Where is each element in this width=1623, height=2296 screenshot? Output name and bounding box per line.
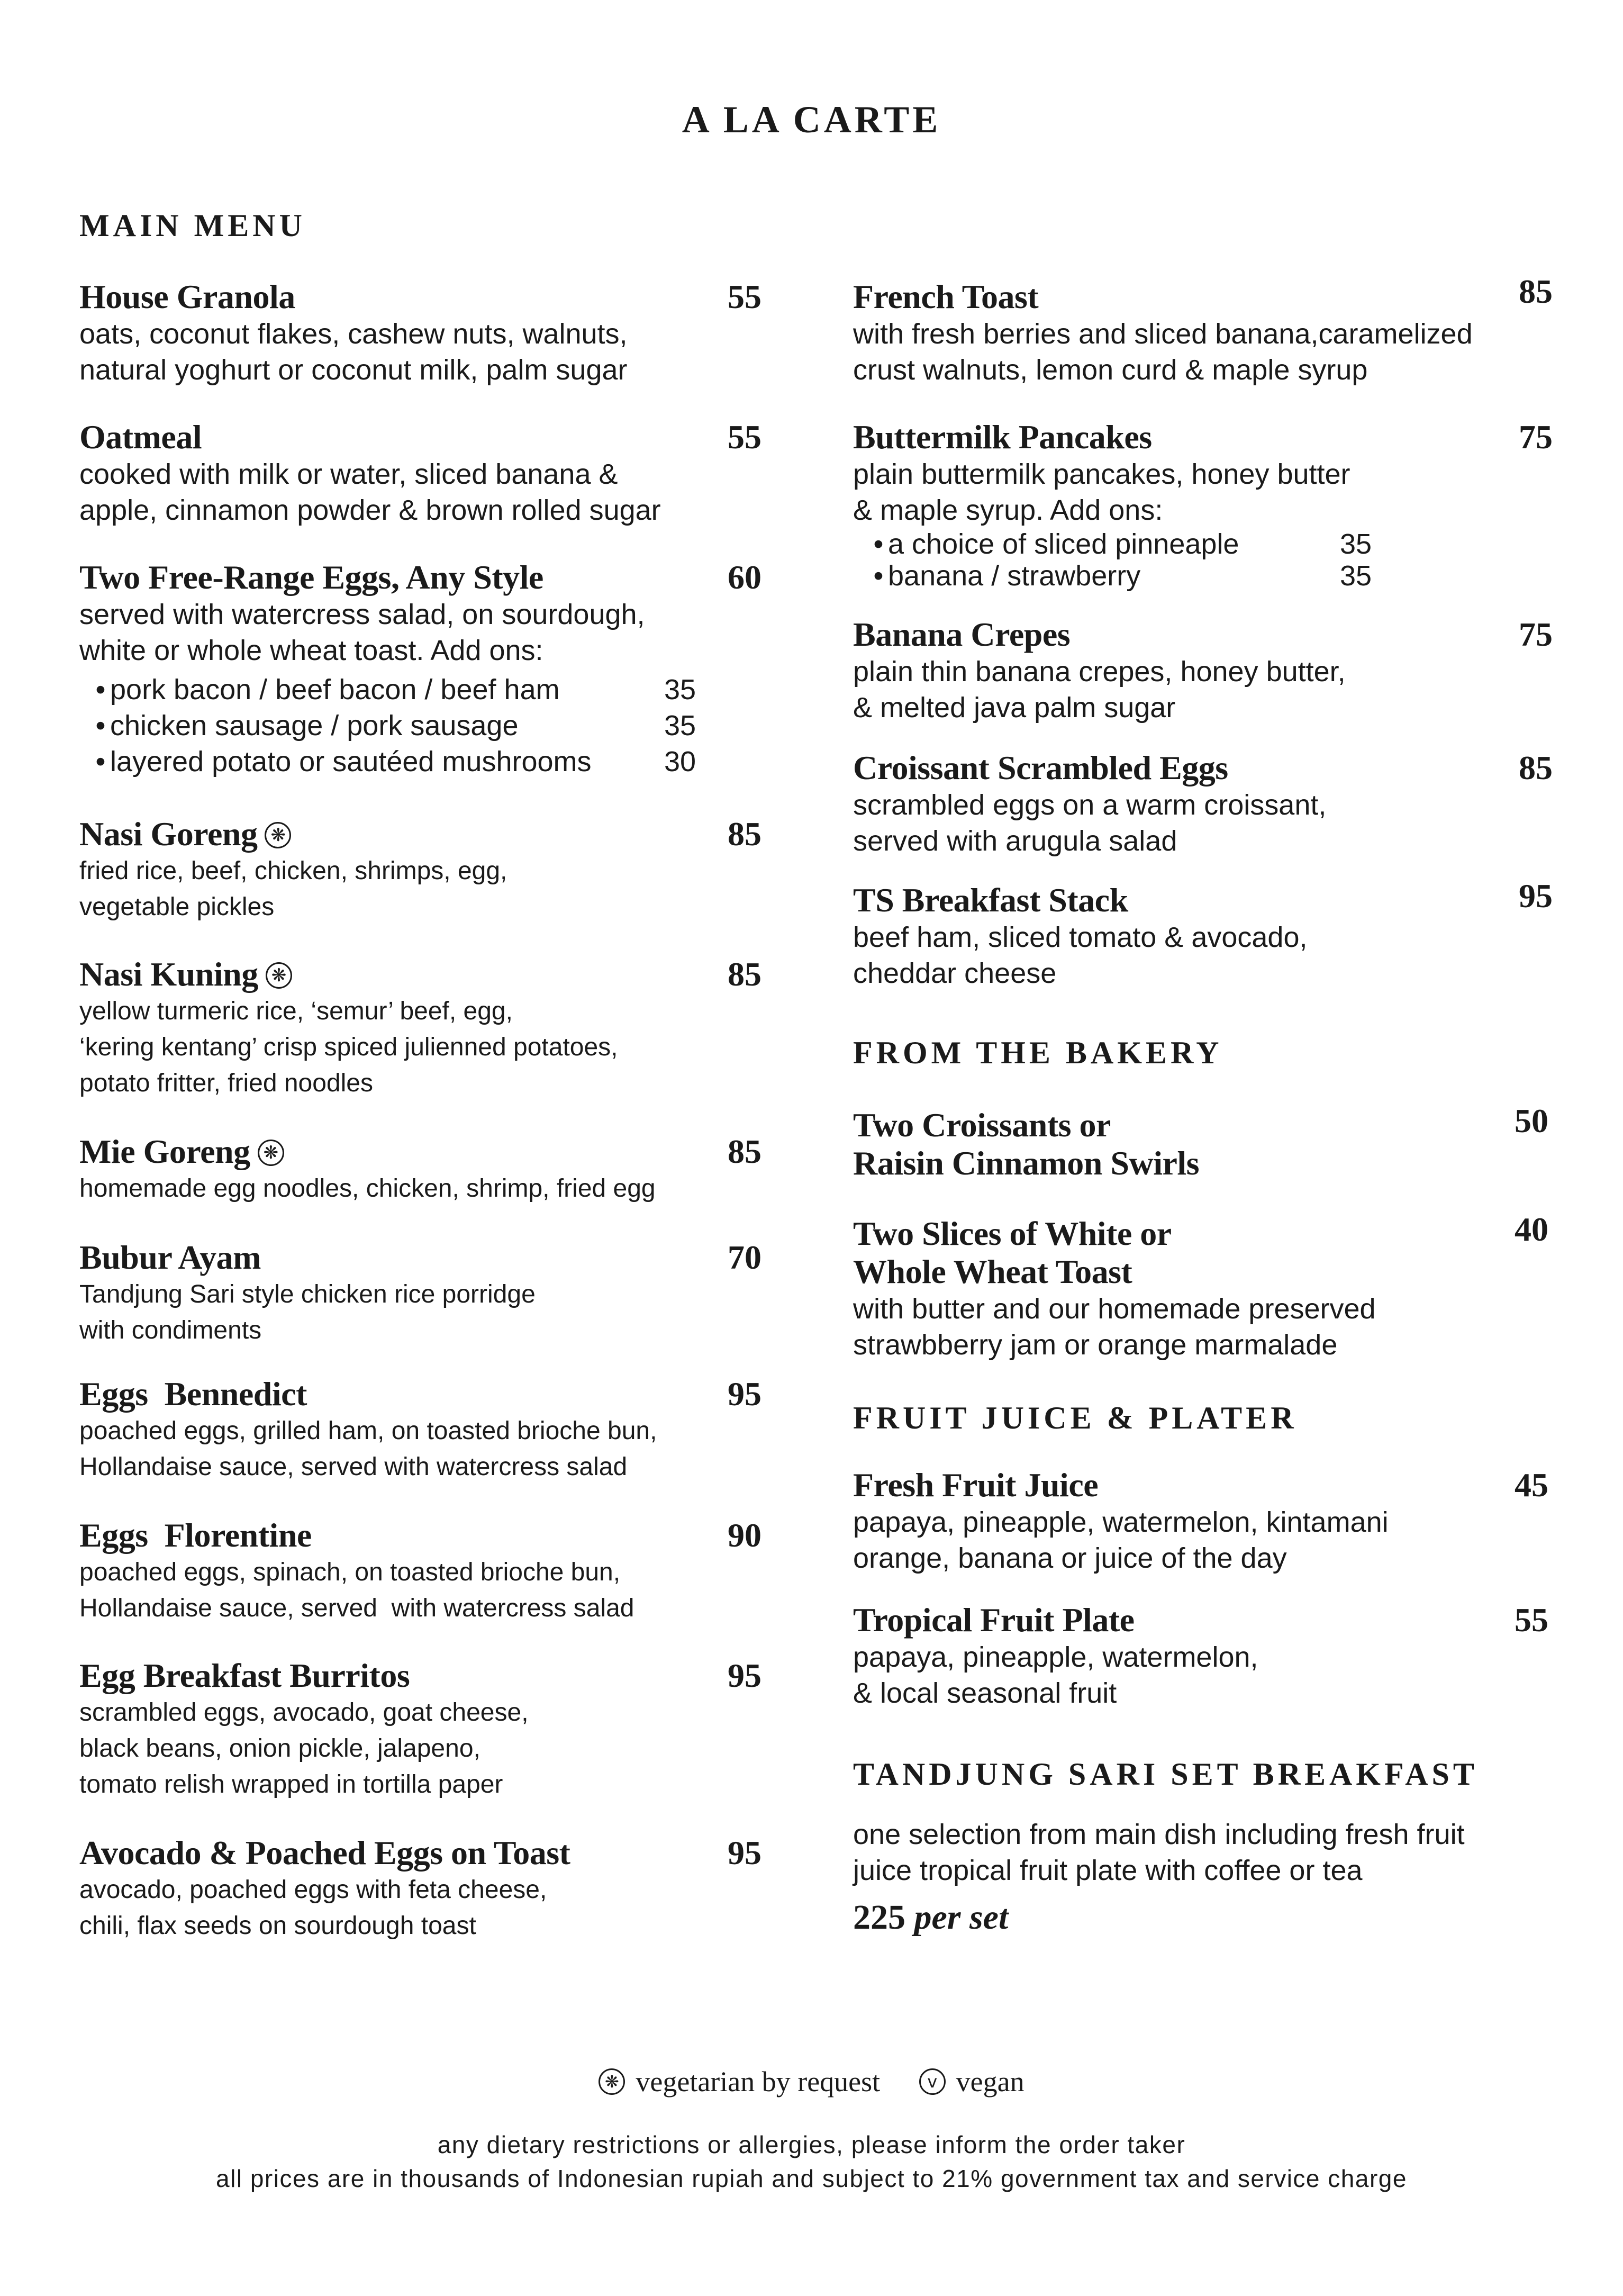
item-desc-line: chili, flax seeds on sourdough toast xyxy=(79,1912,476,1940)
item-desc-line: Hollandaise sauce, served with watercress salad xyxy=(79,1453,628,1481)
set-price-unit: per set xyxy=(914,1898,1009,1937)
vegetarian-icon: ❋ xyxy=(599,2068,625,2095)
item-price: 55 xyxy=(728,418,761,456)
item-desc-line: & maple syrup. Add ons: xyxy=(853,494,1163,526)
menu-item-buttermilk-pancakes xyxy=(853,418,1557,592)
item-price: 50 xyxy=(1515,1102,1548,1140)
item-price: 55 xyxy=(728,278,761,315)
menu-item-toast-slices xyxy=(853,1210,1557,1363)
item-desc-line: served with watercress salad, on sourdough, xyxy=(79,599,645,630)
item-name: Oatmeal xyxy=(79,418,202,456)
item-desc-line: poached eggs, grilled ham, on toasted brioche bun, xyxy=(79,1417,657,1445)
addon-label: layered potato or sautéed mushrooms xyxy=(110,746,592,778)
fruit-heading: FRUIT JUICE & PLATER xyxy=(853,1400,1298,1435)
item-price: 95 xyxy=(728,1834,761,1872)
set-desc-line: juice tropical fruit plate with coffee or tea xyxy=(853,1855,1363,1886)
addon-label: pork bacon / beef bacon / beef ham xyxy=(110,674,560,706)
item-price: 85 xyxy=(728,955,761,993)
legend xyxy=(0,2062,1623,2098)
item-name: French Toast xyxy=(853,278,1039,315)
item-name: Buttermilk Pancakes xyxy=(853,418,1152,456)
item-name: Fresh Fruit Juice xyxy=(853,1466,1099,1504)
legend-vegetarian xyxy=(599,2065,880,2098)
item-name: Eggs Florentine xyxy=(79,1516,312,1554)
menu-item-croissants xyxy=(853,1102,1557,1182)
item-price: 85 xyxy=(1519,273,1553,310)
item-price: 60 xyxy=(728,558,761,596)
item-desc-line: fried rice, beef, chicken, shrimps, egg, xyxy=(79,857,507,885)
menu-item-eggs-benedict xyxy=(79,1375,767,1485)
footer-note xyxy=(0,2128,1623,2195)
item-desc-line: plain thin banana crepes, honey butter, xyxy=(853,656,1346,688)
item-desc-line: poached eggs, spinach, on toasted brioche bun, xyxy=(79,1558,621,1586)
legend-vegetarian-label: vegetarian by request xyxy=(636,2066,881,2098)
item-name-line: Raisin Cinnamon Swirls xyxy=(853,1144,1200,1182)
legend-vegan-label: vegan xyxy=(956,2066,1024,2098)
menu-item-nasi-kuning xyxy=(79,955,767,1101)
addon-label: banana / strawberry xyxy=(888,560,1141,592)
item-desc-line: homemade egg noodles, chicken, shrimp, fried egg xyxy=(79,1174,656,1203)
item-desc-line: crust walnuts, lemon curd & maple syrup xyxy=(853,354,1368,386)
item-desc-line: with butter and our homemade preserved xyxy=(853,1293,1376,1325)
item-desc-line: with fresh berries and sliced banana,caramelized xyxy=(853,318,1473,350)
item-price: 40 xyxy=(1515,1210,1548,1248)
item-name: House Granola xyxy=(79,278,295,315)
item-desc-line: cheddar cheese xyxy=(853,957,1057,989)
item-desc-line: papaya, pineapple, watermelon, kintamani xyxy=(853,1506,1389,1538)
item-desc-line: strawbberry jam or orange marmalade xyxy=(853,1329,1338,1361)
item-name-line: Whole Wheat Toast xyxy=(853,1253,1132,1290)
item-name: Mie Goreng xyxy=(79,1133,250,1170)
item-desc-line: white or whole wheat toast. Add ons: xyxy=(79,635,543,666)
item-desc-line: apple, cinnamon powder & brown rolled sugar xyxy=(79,494,661,526)
item-name: Banana Crepes xyxy=(853,616,1071,653)
item-name-line: Two Croissants or xyxy=(853,1106,1111,1144)
item-price: 85 xyxy=(728,1133,761,1170)
menu-item-ts-breakfast-stack xyxy=(853,877,1557,991)
item-name: Egg Breakfast Burritos xyxy=(79,1657,410,1694)
menu-item-bubur-ayam xyxy=(79,1239,767,1349)
set-price-value: 225 xyxy=(853,1898,905,1937)
menu-item-eggs-florentine xyxy=(79,1516,767,1626)
vegetarian-icon: ❋ xyxy=(265,822,291,848)
item-price: 95 xyxy=(728,1375,761,1413)
set-desc-line: one selection from main dish including fresh fruit xyxy=(853,1819,1465,1850)
menu-item-croissant-scrambled-eggs xyxy=(853,749,1557,859)
addon-item: • a choice of sliced pinneaple 35 xyxy=(873,528,1372,560)
item-desc-line: potato fritter, fried noodles xyxy=(79,1069,373,1097)
item-desc-line: yellow turmeric rice, ‘semur’ beef, egg, xyxy=(79,997,513,1025)
menu-item-egg-burritos xyxy=(79,1657,767,1803)
item-price: 85 xyxy=(728,815,761,853)
addon-price: 35 xyxy=(664,710,696,742)
item-price: 75 xyxy=(1519,616,1553,653)
item-desc-line: vegetable pickles xyxy=(79,893,275,921)
item-name: Two Free-Range Eggs, Any Style xyxy=(79,558,543,596)
addon-list xyxy=(79,672,767,780)
item-price: 75 xyxy=(1519,418,1553,456)
item-name: Nasi Kuning xyxy=(79,955,258,993)
item-desc-line: oats, coconut flakes, cashew nuts, walnuts, xyxy=(79,318,628,350)
menu-item-nasi-goreng xyxy=(79,815,767,925)
set-breakfast-heading: TANDJUNG SARI SET BREAKFAST xyxy=(853,1757,1478,1792)
item-name: Bubur Ayam xyxy=(79,1239,261,1276)
menu-item-two-eggs xyxy=(79,558,767,780)
addon-item: • pork bacon / beef bacon / beef ham 35 xyxy=(79,672,767,708)
menu-item-mie-goreng xyxy=(79,1133,767,1207)
item-name: Nasi Goreng xyxy=(79,815,258,853)
addon-price: 35 xyxy=(1340,528,1372,560)
item-price: 90 xyxy=(728,1516,761,1554)
footer-line: all prices are in thousands of Indonesian rupiah and subject to 21% government tax and service charge xyxy=(216,2165,1407,2192)
menu-item-tropical-fruit-plate xyxy=(853,1601,1557,1711)
item-price: 85 xyxy=(1519,749,1553,787)
menu-item-house-granola xyxy=(79,278,767,388)
bakery-heading: FROM THE BAKERY xyxy=(853,1035,1223,1070)
item-name: Tropical Fruit Plate xyxy=(853,1601,1135,1639)
vegetarian-icon: ❋ xyxy=(266,962,292,989)
item-desc-line: plain buttermilk pancakes, honey butter xyxy=(853,458,1350,490)
vegetarian-icon: ❋ xyxy=(258,1140,284,1166)
item-desc-line: avocado, poached eggs with feta cheese, xyxy=(79,1876,547,1904)
item-price: 70 xyxy=(728,1239,761,1276)
item-desc-line: black beans, onion pickle, jalapeno, xyxy=(79,1734,480,1762)
item-name: TS Breakfast Stack xyxy=(853,881,1128,919)
item-desc-line: scrambled eggs, avocado, goat cheese, xyxy=(79,1698,529,1726)
legend-vegan xyxy=(919,2065,1024,2098)
item-name: Eggs Bennedict xyxy=(79,1375,307,1413)
addon-label: chicken sausage / pork sausage xyxy=(110,710,519,742)
addon-price: 35 xyxy=(1340,560,1372,592)
item-desc-line: served with arugula salad xyxy=(853,825,1177,857)
item-price: 45 xyxy=(1515,1466,1548,1504)
addon-item: • layered potato or sautéed mushrooms 30 xyxy=(79,744,767,780)
item-desc-line: cooked with milk or water, sliced banana & xyxy=(79,458,618,490)
menu-item-fresh-fruit-juice xyxy=(853,1466,1557,1576)
item-price: 55 xyxy=(1515,1601,1548,1639)
item-desc-line: Tandjung Sari style chicken rice porridge xyxy=(79,1280,536,1308)
menu-item-french-toast xyxy=(853,273,1557,388)
addon-list xyxy=(853,528,1557,592)
item-desc-line: ‘kering kentang’ crisp spiced julienned potatoes, xyxy=(79,1033,618,1061)
item-price: 95 xyxy=(728,1657,761,1694)
item-desc-line: scrambled eggs on a warm croissant, xyxy=(853,789,1327,821)
item-desc-line: Hollandaise sauce, served with watercress salad xyxy=(79,1594,634,1622)
item-name: Avocado & Poached Eggs on Toast xyxy=(79,1834,570,1872)
addon-item: • banana / strawberry 35 xyxy=(873,560,1372,592)
addon-price: 35 xyxy=(664,674,696,706)
item-desc-line: & melted java palm sugar xyxy=(853,692,1176,724)
footer-line: any dietary restrictions or allergies, please inform the order taker xyxy=(437,2131,1186,2158)
vegan-icon: v xyxy=(919,2068,946,2095)
item-desc-line: orange, banana or juice of the day xyxy=(853,1542,1287,1574)
item-name-line: Two Slices of White or xyxy=(853,1215,1172,1252)
item-desc-line: natural yoghurt or coconut milk, palm sugar xyxy=(79,354,628,386)
menu-item-oatmeal xyxy=(79,418,767,528)
menu-item-avocado-toast xyxy=(79,1834,767,1944)
addon-price: 30 xyxy=(664,746,696,778)
page-title: A LA CARTE xyxy=(682,98,941,141)
main-menu-heading: MAIN MENU xyxy=(79,208,306,243)
addon-item: • chicken sausage / pork sausage 35 xyxy=(79,708,767,744)
menu-item-banana-crepes xyxy=(853,616,1557,726)
item-price: 95 xyxy=(1519,877,1553,915)
set-breakfast-price xyxy=(853,1897,1008,1938)
set-breakfast-desc xyxy=(853,1816,1557,1888)
item-desc-line: with condiments xyxy=(79,1316,262,1344)
item-desc-line: beef ham, sliced tomato & avocado, xyxy=(853,921,1308,953)
item-name: Croissant Scrambled Eggs xyxy=(853,749,1228,787)
item-desc-line: tomato relish wrapped in tortilla paper xyxy=(79,1770,503,1798)
addon-label: a choice of sliced pinneaple xyxy=(888,528,1239,560)
item-desc-line: & local seasonal fruit xyxy=(853,1677,1117,1709)
item-desc-line: papaya, pineapple, watermelon, xyxy=(853,1641,1258,1673)
